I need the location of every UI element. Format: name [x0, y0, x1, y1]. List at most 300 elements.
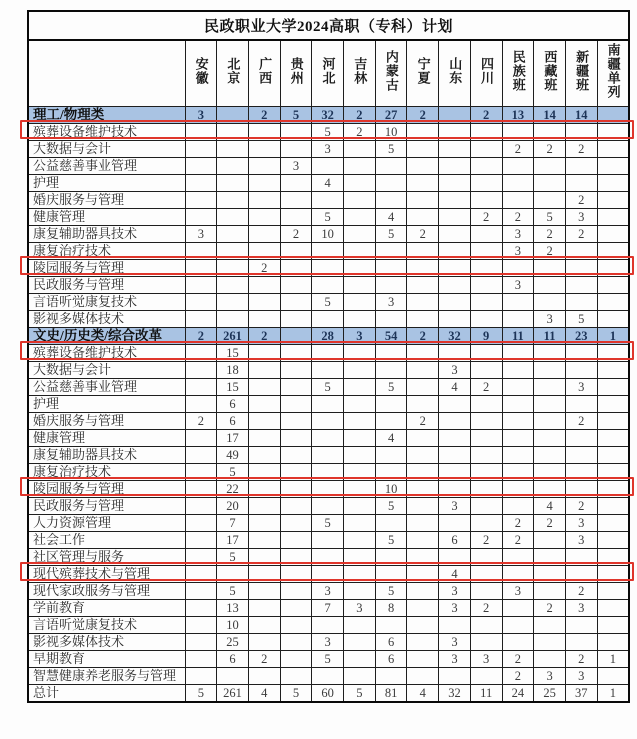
value-cell — [407, 497, 439, 514]
value-cell — [407, 582, 439, 599]
value-cell — [248, 446, 280, 463]
value-cell: 2 — [280, 225, 312, 242]
value-cell — [502, 293, 534, 310]
column-header — [565, 40, 597, 106]
value-cell: 24 — [502, 684, 534, 702]
value-cell — [597, 395, 629, 412]
value-cell — [565, 395, 597, 412]
value-cell: 2 — [534, 140, 566, 157]
value-cell — [344, 650, 376, 667]
value-cell — [407, 157, 439, 174]
value-cell — [439, 140, 471, 157]
value-cell — [502, 633, 534, 650]
value-cell: 10 — [217, 616, 249, 633]
value-cell — [185, 310, 217, 327]
value-cell: 5 — [312, 378, 344, 395]
row-label: 理工/物理类 — [28, 106, 185, 123]
table-row — [28, 276, 629, 293]
value-cell — [344, 157, 376, 174]
value-cell: 25 — [217, 633, 249, 650]
value-cell: 3 — [565, 208, 597, 225]
row-label: 公益慈善事业管理 — [28, 157, 185, 174]
value-cell: 2 — [470, 378, 502, 395]
value-cell — [565, 616, 597, 633]
value-cell — [185, 140, 217, 157]
value-cell — [248, 412, 280, 429]
value-cell — [312, 310, 344, 327]
value-cell — [597, 225, 629, 242]
value-cell — [248, 582, 280, 599]
column-header-label: 贵州 — [288, 57, 304, 86]
value-cell: 2 — [565, 582, 597, 599]
value-cell — [344, 446, 376, 463]
value-cell: 2 — [470, 531, 502, 548]
value-cell — [312, 395, 344, 412]
table-row — [28, 395, 629, 412]
value-cell — [312, 497, 344, 514]
column-header — [534, 40, 566, 106]
table-row — [28, 361, 629, 378]
value-cell — [185, 531, 217, 548]
value-cell: 3 — [185, 106, 217, 123]
value-cell — [565, 276, 597, 293]
value-cell — [597, 582, 629, 599]
value-cell: 1 — [597, 684, 629, 702]
value-cell — [597, 361, 629, 378]
value-cell — [312, 446, 344, 463]
value-cell — [470, 361, 502, 378]
value-cell — [439, 514, 471, 531]
value-cell — [502, 395, 534, 412]
column-header — [312, 40, 344, 106]
value-cell — [217, 208, 249, 225]
value-cell — [597, 514, 629, 531]
value-cell: 5 — [312, 123, 344, 140]
column-header — [344, 40, 376, 106]
value-cell — [185, 650, 217, 667]
value-cell: 11 — [470, 684, 502, 702]
value-cell: 4 — [375, 208, 407, 225]
value-cell — [597, 174, 629, 191]
value-cell — [248, 378, 280, 395]
value-cell: 10 — [375, 480, 407, 497]
value-cell — [534, 395, 566, 412]
value-cell — [344, 667, 376, 684]
value-cell — [344, 412, 376, 429]
value-cell — [248, 599, 280, 616]
table-row — [28, 225, 629, 242]
column-header — [470, 40, 502, 106]
value-cell — [280, 633, 312, 650]
value-cell: 8 — [375, 599, 407, 616]
value-cell: 5 — [312, 293, 344, 310]
value-cell — [439, 446, 471, 463]
value-cell: 3 — [185, 225, 217, 242]
value-cell — [217, 276, 249, 293]
value-cell: 2 — [344, 106, 376, 123]
table-row — [28, 582, 629, 599]
value-cell — [248, 191, 280, 208]
table-row — [28, 514, 629, 531]
value-cell — [597, 599, 629, 616]
value-cell: 3 — [502, 242, 534, 259]
value-cell — [470, 446, 502, 463]
value-cell — [407, 429, 439, 446]
value-cell: 3 — [344, 599, 376, 616]
value-cell — [375, 191, 407, 208]
value-cell — [597, 157, 629, 174]
column-header — [217, 40, 249, 106]
column-header — [407, 40, 439, 106]
table-row — [28, 208, 629, 225]
value-cell: 3 — [565, 378, 597, 395]
value-cell — [534, 616, 566, 633]
value-cell — [185, 599, 217, 616]
value-cell — [502, 412, 534, 429]
column-header — [185, 40, 217, 106]
value-cell — [470, 497, 502, 514]
value-cell: 2 — [248, 327, 280, 344]
value-cell: 2 — [407, 225, 439, 242]
value-cell: 261 — [217, 327, 249, 344]
value-cell — [407, 514, 439, 531]
value-cell — [470, 395, 502, 412]
value-cell: 4 — [248, 684, 280, 702]
row-label: 言语听觉康复技术 — [28, 616, 185, 633]
value-cell: 54 — [375, 327, 407, 344]
column-header-label: 吉林 — [352, 57, 368, 86]
value-cell — [470, 174, 502, 191]
value-cell — [597, 378, 629, 395]
value-cell — [185, 361, 217, 378]
value-cell — [597, 446, 629, 463]
value-cell — [439, 616, 471, 633]
value-cell — [248, 429, 280, 446]
value-cell — [534, 429, 566, 446]
value-cell — [597, 191, 629, 208]
column-header — [597, 40, 629, 106]
value-cell: 3 — [439, 582, 471, 599]
row-label: 殡葬设备维护技术 — [28, 123, 185, 140]
value-cell: 3 — [502, 225, 534, 242]
value-cell: 2 — [407, 412, 439, 429]
value-cell: 2 — [407, 106, 439, 123]
value-cell — [280, 650, 312, 667]
value-cell — [344, 208, 376, 225]
table-row — [28, 667, 629, 684]
table-row — [28, 157, 629, 174]
value-cell — [502, 599, 534, 616]
value-cell — [312, 157, 344, 174]
value-cell — [217, 225, 249, 242]
value-cell — [344, 514, 376, 531]
value-cell — [407, 616, 439, 633]
table-row — [28, 446, 629, 463]
value-cell — [502, 446, 534, 463]
value-cell: 4 — [439, 378, 471, 395]
row-label: 人力资源管理 — [28, 514, 185, 531]
value-cell: 5 — [534, 208, 566, 225]
value-cell — [597, 293, 629, 310]
value-cell: 5 — [312, 208, 344, 225]
value-cell: 5 — [344, 684, 376, 702]
value-cell: 32 — [439, 684, 471, 702]
value-cell — [375, 361, 407, 378]
value-cell — [185, 174, 217, 191]
value-cell — [185, 633, 217, 650]
value-cell: 2 — [565, 497, 597, 514]
value-cell: 3 — [534, 310, 566, 327]
value-cell — [597, 412, 629, 429]
table-row — [28, 293, 629, 310]
value-cell: 32 — [439, 327, 471, 344]
value-cell: 2 — [502, 650, 534, 667]
value-cell — [375, 395, 407, 412]
value-cell: 14 — [565, 106, 597, 123]
value-cell — [280, 310, 312, 327]
column-header-label: 河北 — [320, 57, 336, 86]
value-cell — [312, 616, 344, 633]
row-label: 社区管理与服务 — [28, 548, 185, 565]
value-cell — [185, 429, 217, 446]
column-header-label: 西藏班 — [542, 50, 558, 93]
row-label: 健康管理 — [28, 429, 185, 446]
value-cell — [439, 174, 471, 191]
value-cell — [407, 276, 439, 293]
value-cell: 28 — [312, 327, 344, 344]
value-cell — [280, 446, 312, 463]
value-cell — [217, 191, 249, 208]
value-cell — [439, 208, 471, 225]
table-row — [28, 599, 629, 616]
value-cell: 2 — [502, 140, 534, 157]
value-cell — [534, 293, 566, 310]
value-cell: 1 — [597, 650, 629, 667]
value-cell — [470, 310, 502, 327]
value-cell — [344, 174, 376, 191]
value-cell: 2 — [185, 327, 217, 344]
value-cell — [375, 310, 407, 327]
value-cell — [217, 140, 249, 157]
column-header — [280, 40, 312, 106]
value-cell — [280, 599, 312, 616]
table-row — [28, 310, 629, 327]
value-cell — [439, 225, 471, 242]
value-cell: 3 — [439, 633, 471, 650]
value-cell — [280, 514, 312, 531]
value-cell — [407, 599, 439, 616]
value-cell — [470, 225, 502, 242]
column-header — [502, 40, 534, 106]
row-label: 大数据与会计 — [28, 361, 185, 378]
value-cell: 22 — [217, 480, 249, 497]
value-cell — [407, 208, 439, 225]
value-cell — [534, 650, 566, 667]
value-cell — [502, 191, 534, 208]
row-label: 总计 — [28, 684, 185, 702]
value-cell — [597, 429, 629, 446]
row-label: 民政服务与管理 — [28, 276, 185, 293]
table-row — [28, 633, 629, 650]
value-cell: 3 — [502, 582, 534, 599]
value-cell — [185, 514, 217, 531]
value-cell — [375, 446, 407, 463]
value-cell — [534, 446, 566, 463]
value-cell — [344, 531, 376, 548]
value-cell — [534, 157, 566, 174]
corner-cell — [28, 40, 185, 106]
value-cell — [248, 310, 280, 327]
value-cell: 60 — [312, 684, 344, 702]
value-cell — [185, 395, 217, 412]
column-header — [375, 40, 407, 106]
value-cell — [470, 293, 502, 310]
value-cell: 7 — [312, 599, 344, 616]
row-label: 公益慈善事业管理 — [28, 378, 185, 395]
value-cell — [185, 293, 217, 310]
value-cell: 6 — [375, 633, 407, 650]
value-cell: 5 — [185, 684, 217, 702]
value-cell — [407, 191, 439, 208]
value-cell: 2 — [565, 225, 597, 242]
value-cell — [502, 429, 534, 446]
value-cell: 5 — [375, 531, 407, 548]
value-cell: 3 — [439, 650, 471, 667]
value-cell — [344, 225, 376, 242]
row-label: 康复辅助器具技术 — [28, 446, 185, 463]
row-label: 康复治疗技术 — [28, 463, 185, 480]
value-cell — [217, 157, 249, 174]
value-cell — [280, 208, 312, 225]
value-cell — [597, 633, 629, 650]
column-header-label: 安徽 — [193, 57, 209, 86]
value-cell — [280, 497, 312, 514]
value-cell: 2 — [534, 599, 566, 616]
value-cell — [534, 633, 566, 650]
value-cell — [344, 310, 376, 327]
table-row — [28, 684, 629, 702]
value-cell — [597, 531, 629, 548]
value-cell: 2 — [534, 225, 566, 242]
value-cell — [312, 191, 344, 208]
row-label: 婚庆服务与管理 — [28, 412, 185, 429]
value-cell — [502, 497, 534, 514]
value-cell — [534, 412, 566, 429]
value-cell — [597, 616, 629, 633]
value-cell: 11 — [502, 327, 534, 344]
value-cell — [439, 293, 471, 310]
value-cell: 81 — [375, 684, 407, 702]
value-cell — [248, 140, 280, 157]
value-cell — [248, 667, 280, 684]
value-cell — [217, 310, 249, 327]
value-cell — [280, 429, 312, 446]
column-header-label: 南疆单列 — [605, 43, 621, 100]
value-cell — [407, 650, 439, 667]
value-cell: 2 — [470, 599, 502, 616]
value-cell — [344, 191, 376, 208]
column-header-label: 新疆班 — [574, 50, 590, 93]
value-cell — [597, 276, 629, 293]
value-cell — [248, 497, 280, 514]
value-cell — [407, 293, 439, 310]
value-cell: 13 — [217, 599, 249, 616]
value-cell — [534, 191, 566, 208]
value-cell — [280, 293, 312, 310]
value-cell: 7 — [217, 514, 249, 531]
value-cell: 10 — [375, 123, 407, 140]
value-cell: 2 — [248, 650, 280, 667]
value-cell: 2 — [502, 667, 534, 684]
value-cell — [312, 429, 344, 446]
value-cell — [248, 514, 280, 531]
value-cell: 2 — [502, 531, 534, 548]
row-label: 康复辅助器具技术 — [28, 225, 185, 242]
table-row — [28, 412, 629, 429]
value-cell: 3 — [439, 361, 471, 378]
highlight-box — [20, 477, 634, 496]
value-cell: 32 — [312, 106, 344, 123]
row-label: 大数据与会计 — [28, 140, 185, 157]
value-cell: 3 — [375, 293, 407, 310]
value-cell: 5 — [217, 548, 249, 565]
value-cell — [280, 395, 312, 412]
table-row — [28, 140, 629, 157]
value-cell: 2 — [534, 514, 566, 531]
highlight-box — [20, 120, 634, 139]
value-cell: 3 — [470, 650, 502, 667]
value-cell — [470, 616, 502, 633]
value-cell — [280, 140, 312, 157]
value-cell: 3 — [502, 276, 534, 293]
value-cell — [248, 276, 280, 293]
value-cell — [534, 378, 566, 395]
table-row — [28, 650, 629, 667]
row-label: 智慧健康养老服务与管理 — [28, 667, 185, 684]
value-cell: 20 — [217, 497, 249, 514]
value-cell — [280, 412, 312, 429]
value-cell — [185, 667, 217, 684]
value-cell: 9 — [470, 327, 502, 344]
value-cell — [248, 293, 280, 310]
value-cell: 4 — [534, 497, 566, 514]
value-cell: 6 — [375, 650, 407, 667]
value-cell: 3 — [439, 497, 471, 514]
value-cell — [439, 412, 471, 429]
value-cell — [565, 157, 597, 174]
value-cell — [407, 174, 439, 191]
value-cell: 4 — [407, 684, 439, 702]
value-cell: 2 — [565, 650, 597, 667]
value-cell — [248, 208, 280, 225]
value-cell — [185, 378, 217, 395]
value-cell — [502, 378, 534, 395]
value-cell: 6 — [439, 531, 471, 548]
value-cell — [439, 191, 471, 208]
value-cell — [439, 429, 471, 446]
value-cell — [185, 276, 217, 293]
value-cell: 5 — [565, 310, 597, 327]
value-cell: 5 — [375, 378, 407, 395]
column-header-label: 宁夏 — [415, 57, 431, 86]
row-label: 社会工作 — [28, 531, 185, 548]
value-cell — [312, 276, 344, 293]
value-cell — [280, 667, 312, 684]
value-cell: 27 — [375, 106, 407, 123]
value-cell: 17 — [217, 429, 249, 446]
value-cell: 1 — [597, 327, 629, 344]
value-cell — [375, 514, 407, 531]
